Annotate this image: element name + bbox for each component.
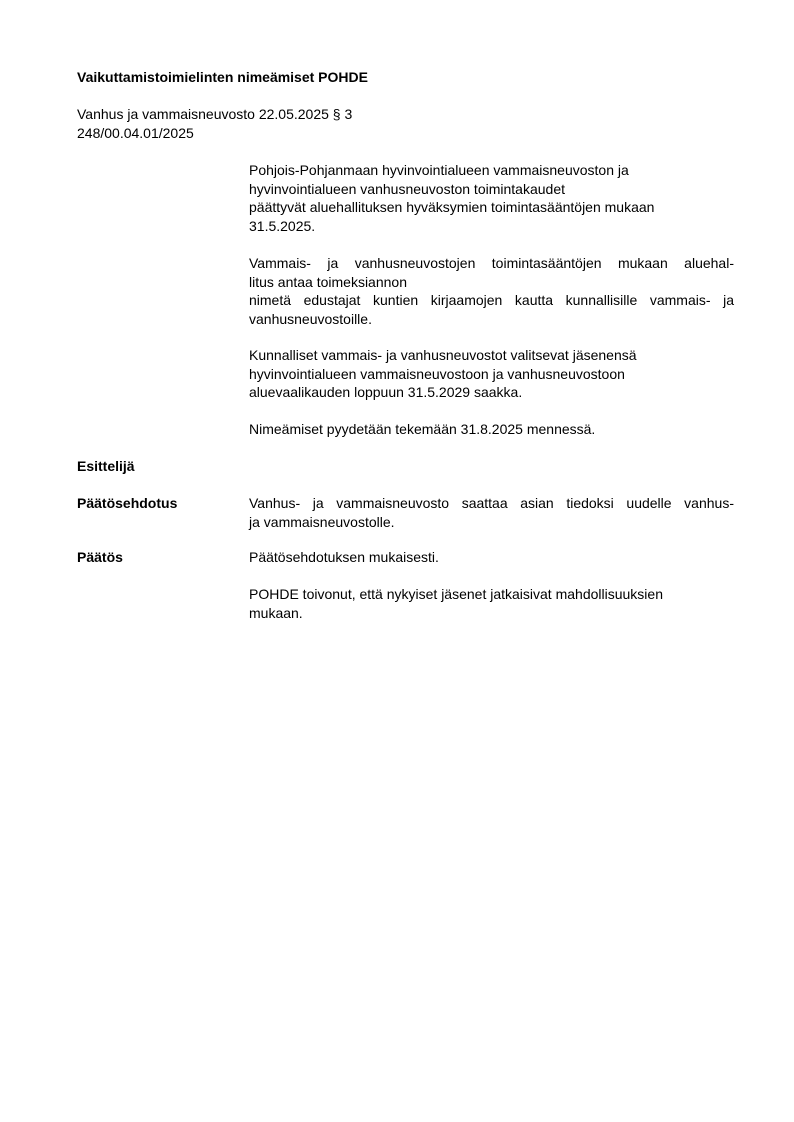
meeting-line: Vanhus ja vammaisneuvosto 22.05.2025 § 3	[77, 106, 353, 122]
decision-note	[249, 585, 734, 622]
decision-text	[249, 548, 734, 567]
paragraph-line: ja vammaisneuvostolle.	[249, 513, 395, 530]
background-paragraph-4	[249, 420, 734, 439]
presenter-label: Esittelijä	[77, 458, 135, 474]
paragraph-line: Vanhus- ja vammaisneuvosto saattaa asian tiedoksi uudelle vanhus-	[249, 495, 734, 511]
paragraph-line: hyvinvointialueen vammaisneuvostoon ja vanhusneuvostoon	[249, 365, 625, 382]
meeting-info	[77, 105, 717, 142]
paragraph-line: päättyvät aluehallituksen hyväksymien toimintasääntöjen mukaan	[249, 199, 655, 215]
proposal-label: Päätösehdotus	[77, 495, 178, 511]
paragraph-line: Vammais- ja vanhusneuvostojen toimintasääntöjen mukaan aluehal-	[249, 255, 734, 271]
paragraph-line: aluevaalikauden loppuun 31.5.2029 saakka.	[249, 384, 523, 400]
decision-label: Päätös	[77, 549, 123, 565]
paragraph-line: Päätösehdotuksen mukaisesti.	[249, 549, 439, 565]
paragraph-line: Kunnalliset vammais- ja vanhusneuvostot valitsevat jäsenensä	[249, 347, 637, 363]
background-paragraph-1	[249, 161, 734, 235]
background-paragraph-2	[249, 254, 734, 328]
paragraph-line: litus antaa toimeksiannon	[249, 273, 407, 290]
paragraph-line: nimetä edustajat kuntien kirjaamojen kautta kunnallisille vammais- ja	[249, 292, 734, 308]
background-paragraph-3	[249, 346, 734, 402]
paragraph-line: POHDE toivonut, että nykyiset jäsenet jatkaisivat mahdollisuuksien	[249, 586, 663, 602]
paragraph-line: Pohjois-Pohjanmaan hyvinvointialueen vammaisneuvoston ja	[249, 162, 629, 178]
paragraph-line: 31.5.2025.	[249, 217, 316, 234]
document-title: Vaikuttamistoimielinten nimeämiset POHDE	[77, 69, 368, 85]
record-number: 248/00.04.01/2025	[77, 124, 194, 141]
paragraph-line: mukaan.	[249, 604, 303, 621]
paragraph-line: hyvinvointialueen vanhusneuvoston toimintakaudet	[249, 180, 565, 197]
proposal-text	[249, 494, 734, 531]
paragraph-line: vanhusneuvostoille.	[249, 310, 372, 327]
paragraph-line: Nimeämiset pyydetään tekemään 31.8.2025 mennessä.	[249, 421, 596, 437]
